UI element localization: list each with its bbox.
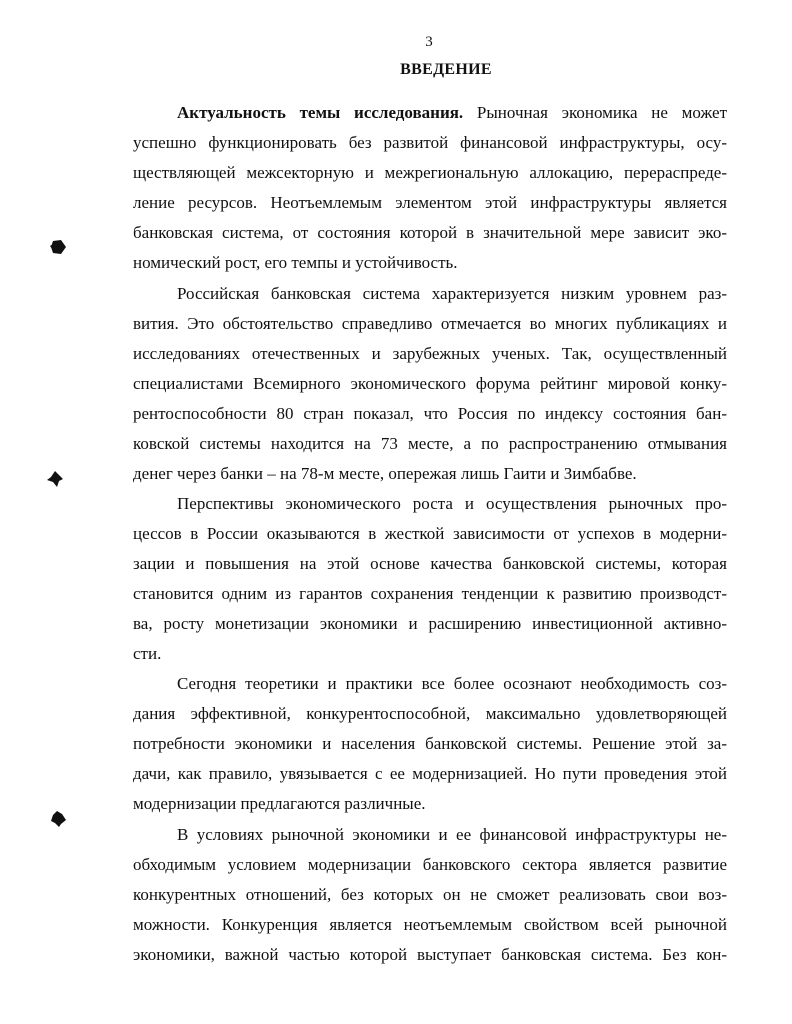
paragraph-line: ва, росту монетизации экономики и расширению инвестиционной активно- <box>133 614 727 633</box>
paragraph-line: денег через банки – на 78-м месте, опережая лишь Гаити и Зимбабве. <box>133 464 637 483</box>
paragraph-line: специалистами Всемирного экономического форума рейтинг мировой конку- <box>133 374 727 393</box>
paragraph-line: конкурентных отношений, без которых он не сможет реализовать свои воз- <box>133 885 727 904</box>
binder-hole-mark <box>49 810 67 828</box>
paragraph-line: рентоспособности 80 стран показал, что Россия по индексу состояния бан- <box>133 404 727 423</box>
page-number: 3 <box>425 34 433 50</box>
paragraph-line: ществляющей межсекторную и межрегиональную аллокацию, перераспреде- <box>133 163 727 182</box>
binder-hole-mark <box>46 470 64 488</box>
paragraph-line: В условиях рыночной экономики и ее финансовой инфраструктуры не- <box>177 825 727 844</box>
paragraph-lead: Актуальность темы исследования. <box>177 103 464 122</box>
paragraph-line: зации и повышения на этой основе качества банковской системы, которая <box>133 554 727 573</box>
paragraph-line: становится одним из гарантов сохранения тенденции к развитию производст- <box>133 584 727 603</box>
paragraph-line: можности. Конкуренция является неотъемлемым свойством всей рыночной <box>133 915 727 934</box>
paragraph-line: дачи, как правило, увязывается с ее модернизацией. Но пути проведения этой <box>133 764 727 783</box>
paragraph-line: успешно функционировать без развитой финансовой инфраструктуры, осу- <box>133 133 727 152</box>
paragraph-line: сти. <box>133 644 162 663</box>
paragraph-line: вития. Это обстоятельство справедливо отмечается во многих публикациях и <box>133 314 727 333</box>
binder-hole-mark <box>49 238 67 256</box>
paragraph-line: дания эффективной, конкурентоспособной, максимально удовлетворяющей <box>133 704 727 723</box>
paragraph-line: Перспективы экономического роста и осуществления рыночных про- <box>177 494 727 513</box>
paragraph-text: Рыночная экономика не может <box>463 103 728 122</box>
paragraph-line: номический рост, его темпы и устойчивость. <box>133 253 458 272</box>
paragraph-line: обходимым условием модернизации банковского сектора является развитие <box>133 855 727 874</box>
paragraph-line: цессов в России оказываются в жесткой зависимости от успехов в модерни- <box>133 524 727 543</box>
paragraph-line: исследованиях отечественных и зарубежных ученых. Так, осуществленный <box>133 344 727 363</box>
paragraph-line: экономики, важной частью которой выступает банковская система. Без кон- <box>133 945 727 964</box>
paragraph-line: модернизации предлагаются различные. <box>133 794 426 813</box>
paragraph-line: Российская банковская система характеризуется низким уровнем раз- <box>177 284 727 303</box>
paragraph-line: ковской системы находится на 73 месте, а по распространению отмывания <box>133 434 727 453</box>
page-heading: ВВЕДЕНИЕ <box>400 61 492 78</box>
paragraph-line: потребности экономики и населения банковской системы. Решение этой за- <box>133 734 727 753</box>
paragraph-line: Сегодня теоретики и практики все более осознают необходимость соз- <box>177 674 727 693</box>
paragraph-line <box>177 103 727 123</box>
paragraph-line: банковская система, от состояния которой в значительной мере зависит эко- <box>133 223 727 242</box>
paragraph-line: ление ресурсов. Неотъемлемым элементом этой инфраструктуры является <box>133 193 727 212</box>
